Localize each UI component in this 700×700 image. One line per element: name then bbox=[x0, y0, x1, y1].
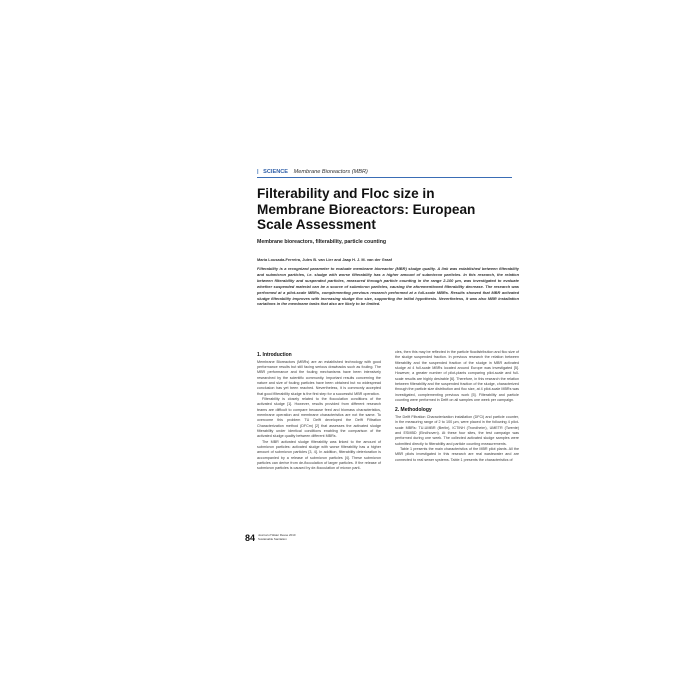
section-heading-methodology: 2. Methodology bbox=[395, 407, 432, 414]
section-bar: | bbox=[257, 169, 259, 175]
paragraph: Filterability is closely related to the flocculation conditions of the activated sludge [1]. However, results provided from different research teams are difficult to compare because feed and biomass characteristics, membrane operation and membrane characteristics are not the same. To overcome this problem TU Delft developed the Delft Filtration Characterization method (DFCm) [2] that assesses the activated sludge filterability under identical conditions enabling the comparison of the activated sludge quality between different MBRs. bbox=[257, 396, 381, 439]
section-label: SCIENCE bbox=[263, 169, 289, 175]
journal-line: Journal of Water Reuse 2010 bbox=[258, 533, 296, 537]
article-abstract: Filterability is a recognized parameter to evaluate membrane bioreactor (MBR) sludge quality. A link was established between filterability and submicron particles, i.e. sludge with worse filterability has a higher amount of submicron particles. In this research, the relation between filterability and suspended particles, measured through particle counting in the range 2-100 µm, was investigated to evaluate whether suspended material can be a source of submicron particles, causing the aforementioned filterability decrease. The research was performed at a pilot-scale MBRs, complementing previous research performed at a full-scale MBRs. Results showed that MBR activated sludge filterability improves with increasing sludge floc size, supporting the initial hypothesis. Nevertheless, it was also MBR installation variations in the membrane tanks that also are likely to be limited. bbox=[257, 266, 519, 307]
page-footer bbox=[245, 532, 385, 546]
paragraph: cles, then this may be reflected in the particle flocdistribution and floc size of the sludge suspended fraction. In previous research the relation between filterability and the suspended fraction of the sludge in MBR activated sludge at 4 full-scale MBRs located around Europe was investigated [5]. However, a greater number of pilot-plants comparing pilot-scale and full-scale results are highly desirable [6]. Therefore, in this research the relation between filterability and the suspended fraction of the sludge, characterized through the particle size distribution and floc size, at 4 pilot-scale MBRs was investigated, complementing previous work [5]. Filterability and particle counting were performed in Delft on all samples one week per campaign. bbox=[395, 350, 520, 403]
section-heading-introduction: 1. Introduction bbox=[257, 352, 292, 358]
journal-line: Sustainable Sanitation bbox=[258, 536, 287, 541]
journal-info bbox=[258, 534, 348, 541]
paragraph: Table 1 presents the main characteristics of the MBR pilot plants. All the MBR pilots investigated in this research are real wastewater and are connected to real sewer systems. Table 1 presents the characteristics of bbox=[395, 447, 519, 462]
paragraph: Membrane Bioreactors (MBRs) are an established technology with good performance results but still facing serious drawbacks such as fouling. The MBR performance and the fouling mechanisms have been intensively researched by the scientific community. Important results concerning the nature and size of fouling particles have been obtained but no widespread conclusion has yet been reached. Nevertheless, it is commonly accepted that good filterability sludge is the first step for a successful MBR operation. bbox=[257, 359, 381, 396]
header-divider bbox=[257, 177, 512, 178]
paragraph: The Delft Filtration Characterization installation (DFCi) and particle counter, in the measuring range of 2 to 100 µm, were placed in the following 4 pilot-scale MBRs: TU-UMBR (Berlin), ICTINH (Trondheim), UMETR (Twente) and ESMBD (Eindhoven). At these four sites, the test campaign was performed during one week. The collected activated sludge samples were submitted directly to filterability and particle counting measurements. bbox=[395, 414, 519, 446]
paragraph: The MBR activated sludge filterability was linked to the amount of submicron particles: activated sludge with worse filterability has a higher amount of submicron particles [3, 4]. In addition, filterability deterioration is accompanied by a release of submicron particles [4]. These submicron particles can derive from de-flocculation of larger particles. If the release of submicron particles is caused by de-flocculation of micron parti- bbox=[257, 439, 381, 471]
body-column-right bbox=[395, 350, 519, 463]
article-keywords: Membrane bioreactors, filterability, particle counting bbox=[257, 239, 387, 245]
article-authors: Maria Lousada-Ferreira, Jules B. van Lier and Jaap H. J. M. van der Graaf bbox=[257, 257, 392, 262]
page-number: 84 bbox=[245, 533, 256, 543]
section-header bbox=[257, 168, 512, 176]
article-title: Filterability and Floc size in Membrane Bioreactors: European Scale Assessment bbox=[257, 186, 476, 233]
body-column-left bbox=[257, 352, 381, 472]
section-category: Membrane Bioreactors (MBR) bbox=[293, 169, 368, 175]
